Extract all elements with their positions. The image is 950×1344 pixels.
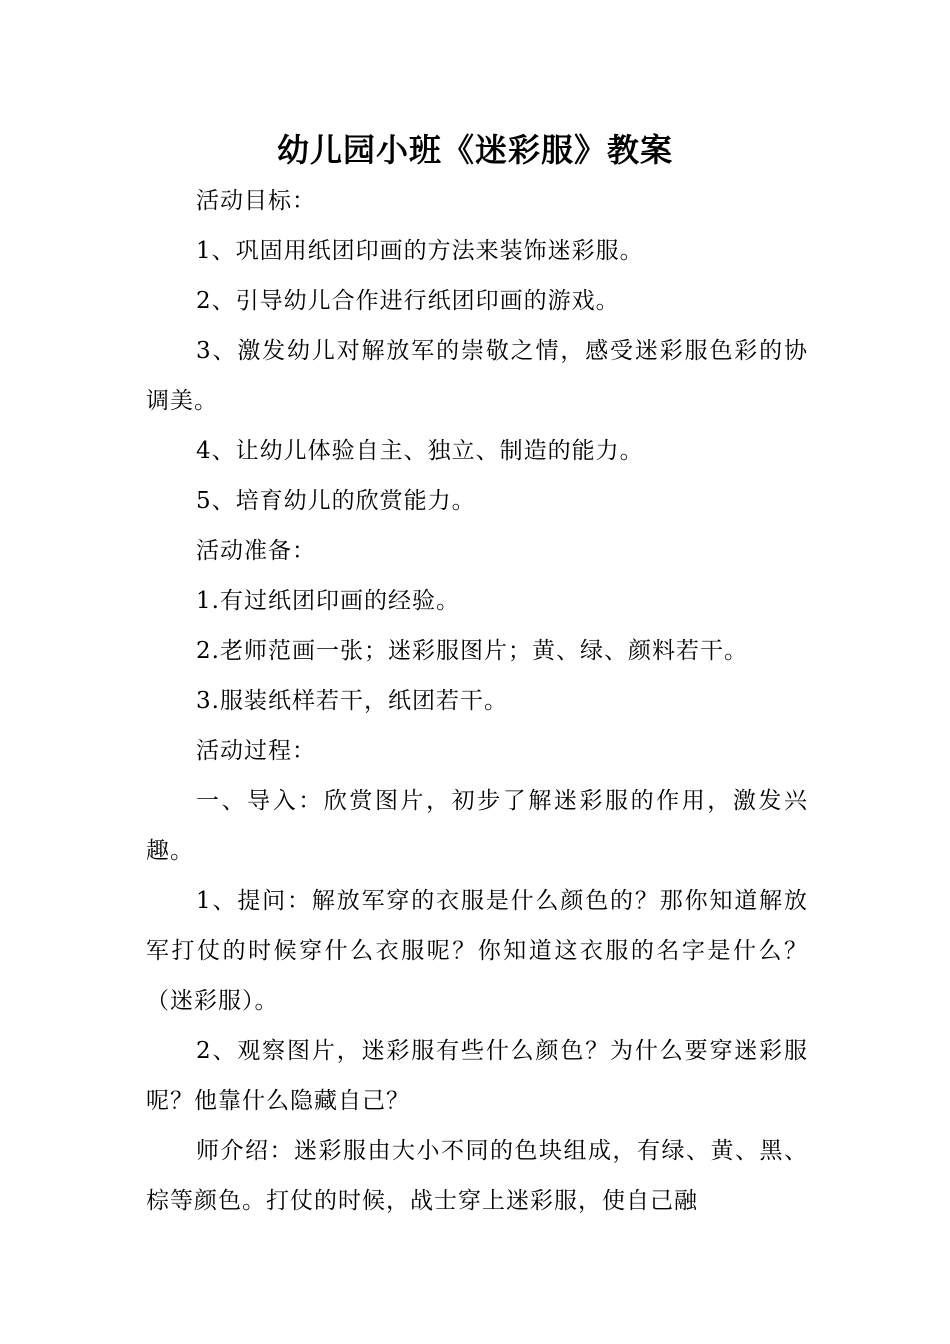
paragraph-process-observe: 2、观察图片，迷彩服有些什么颜色？为什么要穿迷彩服呢？他靠什么隐藏自己？ xyxy=(146,1038,808,1114)
paragraph-goals-heading: 活动目标： xyxy=(196,188,316,214)
paragraph-goal-1: 1、巩固用纸团印画的方法来装饰迷彩服。 xyxy=(196,238,644,264)
paragraph-process-heading: 活动过程： xyxy=(196,738,316,764)
paragraph-goal-2: 2、引导幼儿合作进行纸团印画的游戏。 xyxy=(196,288,620,314)
document-title: 幼儿园小班《迷彩服》教案 xyxy=(276,131,673,169)
document-body xyxy=(146,176,808,1226)
paragraph-preparation-1: 1.有过纸团印画的经验。 xyxy=(196,588,460,614)
paragraph-preparation-3: 3.服装纸样若干，纸团若干。 xyxy=(196,688,508,714)
paragraph-goal-5: 5、培育幼儿的欣赏能力。 xyxy=(196,488,476,514)
paragraph-goal-3: 3、激发幼儿对解放军的崇敬之情，感受迷彩服色彩的协调美。 xyxy=(146,338,808,414)
paragraph-goal-4: 4、让幼儿体验自主、独立、制造的能力。 xyxy=(196,438,644,464)
paragraph-preparation-heading: 活动准备： xyxy=(196,538,316,564)
paragraph-process-intro: 一、导入：欣赏图片，初步了解迷彩服的作用，激发兴趣。 xyxy=(146,788,808,864)
paragraph-process-question: 1、提问：解放军穿的衣服是什么颜色的？那你知道解放军打仗的时候穿什么衣服呢？你知道这衣服的名字是什么？ （迷彩服）。 xyxy=(146,888,808,1014)
paragraph-teacher-intro: 师介绍：迷彩服由大小不同的色块组成，有绿、黄、黑、棕等颜色。打仗的时候，战士穿上迷彩服，使自己融 xyxy=(146,1138,808,1214)
paragraph-preparation-2: 2.老师范画一张；迷彩服图片；黄、绿、颜料若干。 xyxy=(196,638,748,664)
